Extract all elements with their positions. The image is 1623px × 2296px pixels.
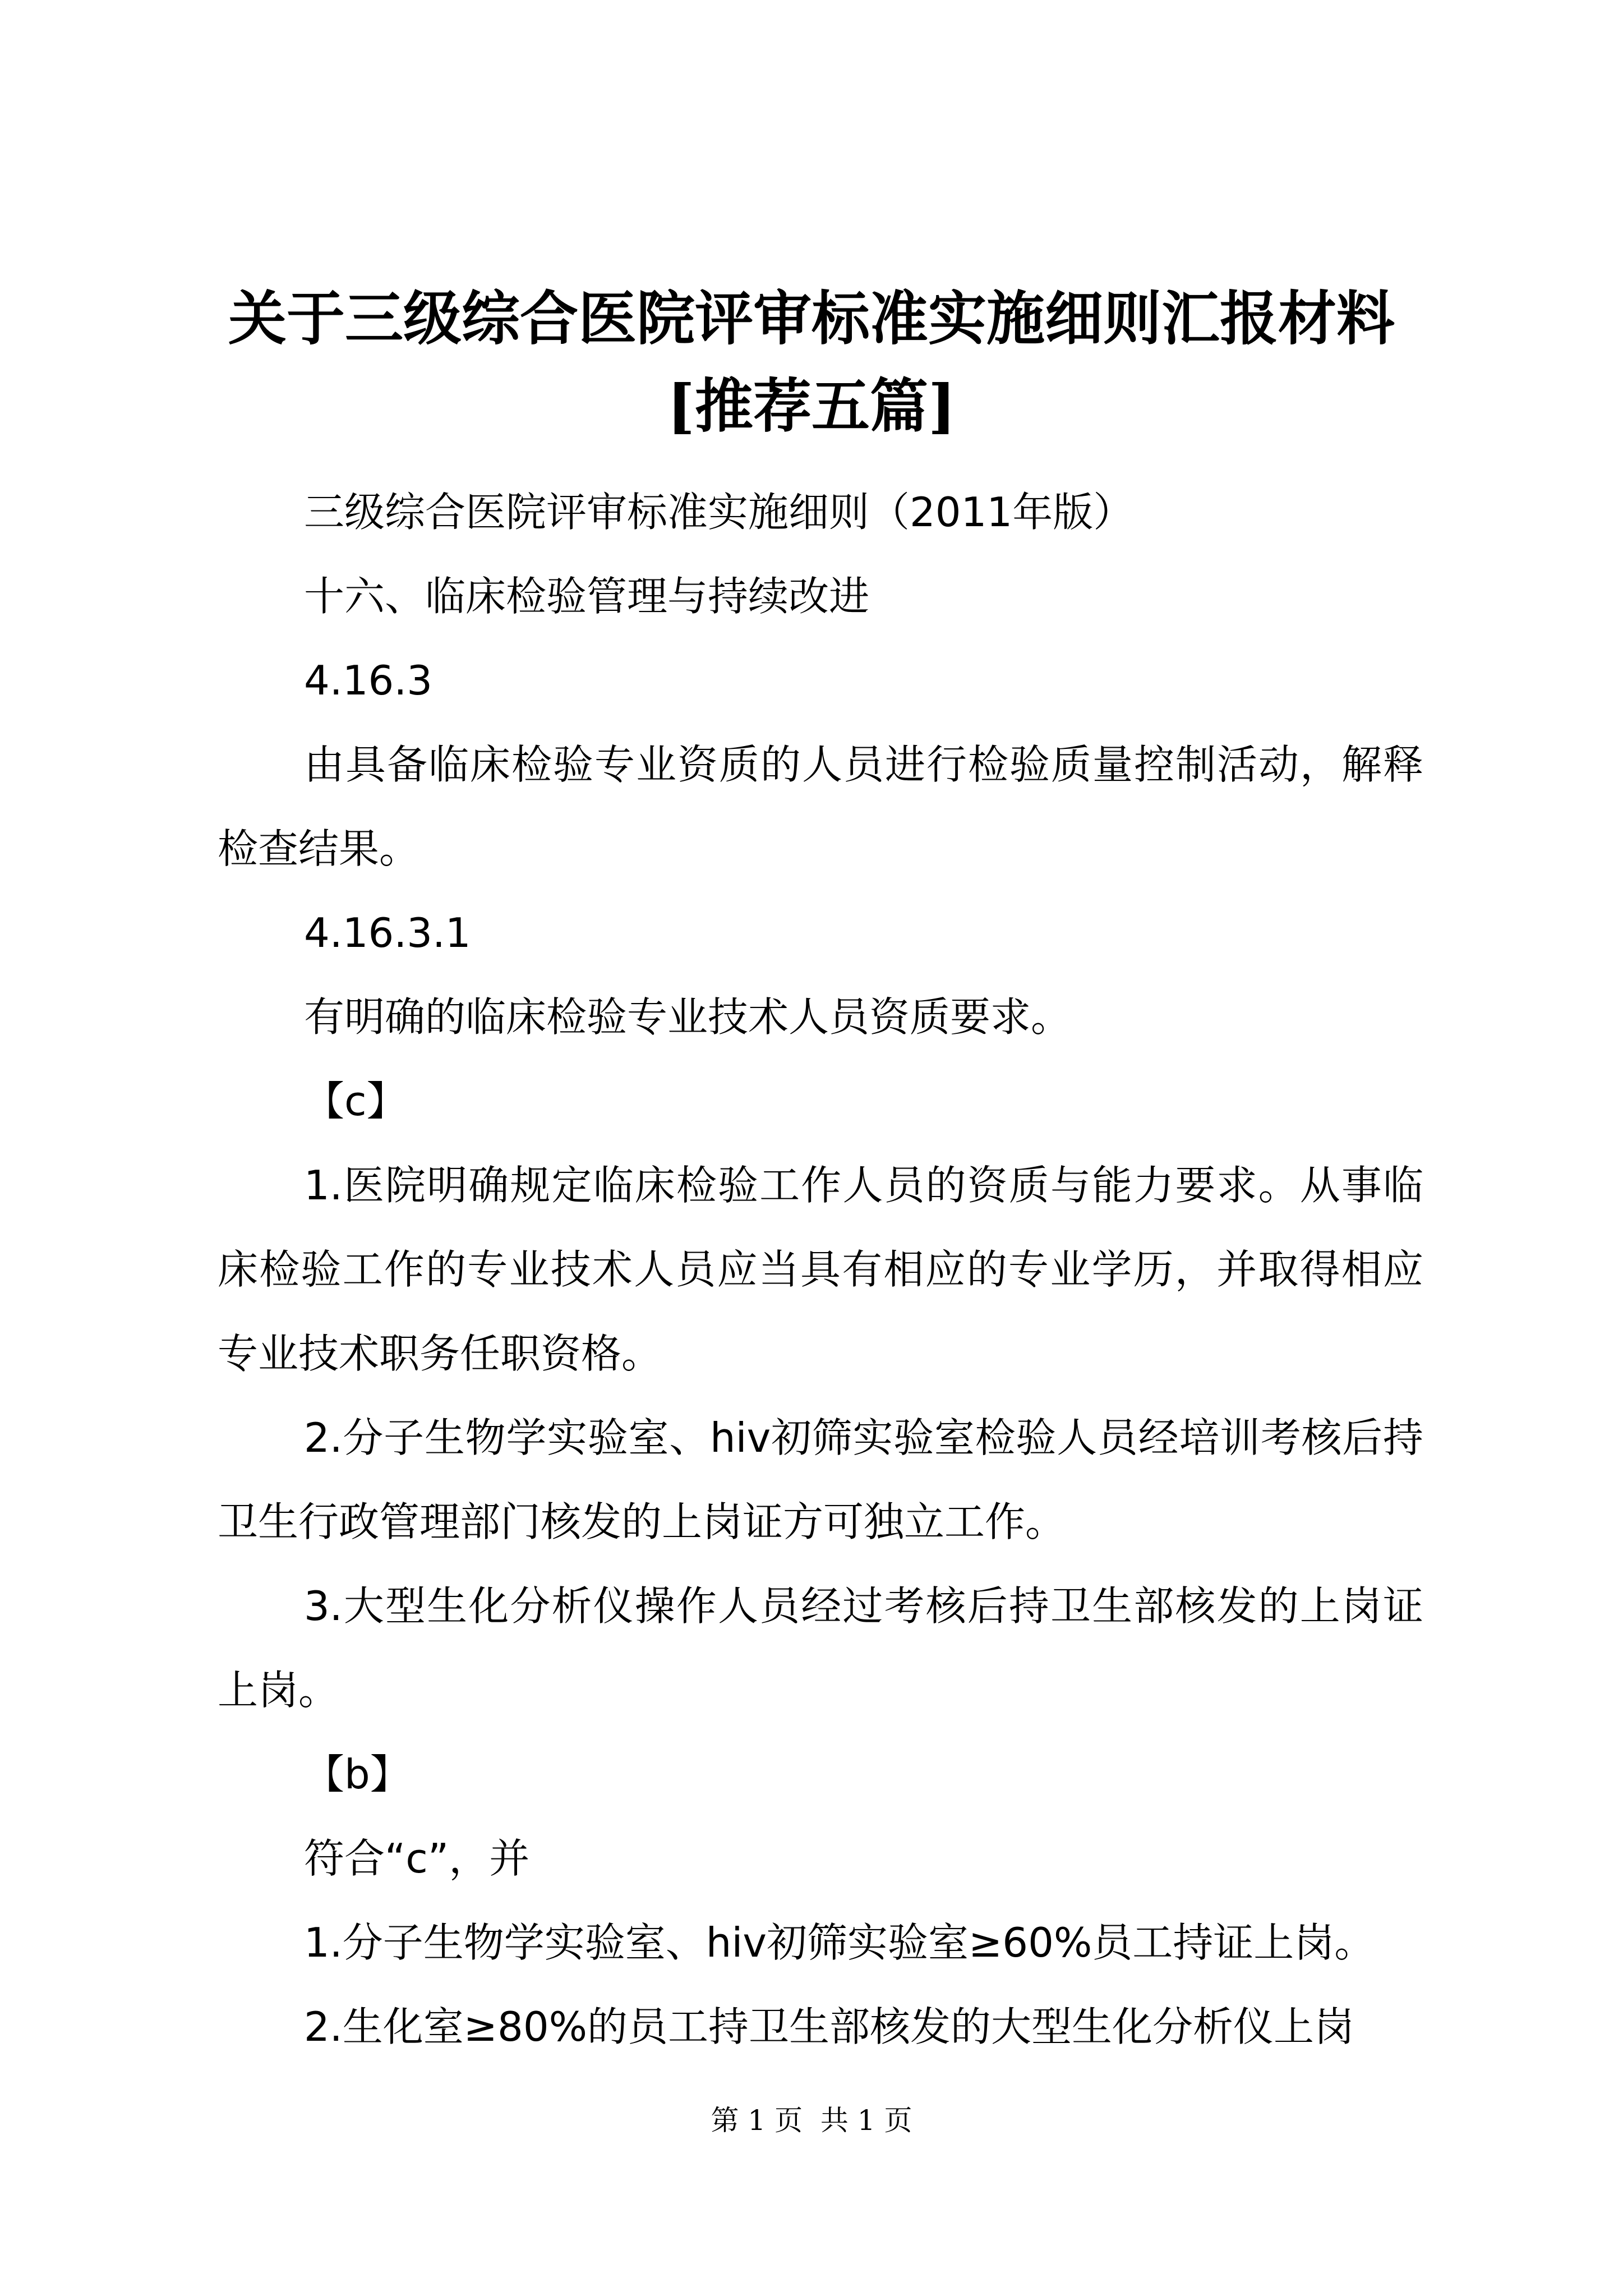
paragraph-subclause-number: 4.16.3.1 bbox=[304, 909, 471, 956]
paragraph-subclause-text: 有明确的临床检验专业技术人员资质要求。 bbox=[304, 993, 1072, 1041]
paragraph-clause-number: 4.16.3 bbox=[304, 657, 433, 704]
paragraph-clause-text: 由具备临床检验专业资质的人员进行检验质量控制活动，解释检查结果。 bbox=[218, 741, 1423, 872]
paragraph-standard-name: 三级综合医院评审标准实施细则（2011年版） bbox=[304, 489, 1134, 536]
paragraph-b-intro: 符合“c”，并 bbox=[304, 1835, 530, 1882]
document-body bbox=[218, 470, 1423, 2069]
page-footer: 第 1 页 共 1 页 bbox=[711, 2104, 912, 2137]
title-line-2: [推荐五篇] bbox=[667, 371, 956, 440]
paragraph-b-item-1: 1.分子生物学实验室、hiv初筛实验室≥60%员工持证上岗。 bbox=[304, 1919, 1375, 1966]
paragraph-grade-b: 【b】 bbox=[304, 1751, 411, 1798]
paragraph-b-item-2: 2.生化室≥80%的员工持卫生部核发的大型生化分析仪上岗 bbox=[304, 2003, 1355, 2050]
paragraph-c-item-1: 1.医院明确规定临床检验工作人员的资质与能力要求。从事临床检验工作的专业技术人员应当具有相应的专业学历，并取得相应专业技术职务任职资格。 bbox=[218, 1162, 1423, 1377]
paragraph-c-item-2: 2.分子生物学实验室、hiv初筛实验室检验人员经培训考核后持卫生行政管理部门核发的上岗证方可独立工作。 bbox=[218, 1414, 1423, 1545]
document-title bbox=[185, 275, 1438, 450]
paragraph-grade-c: 【c】 bbox=[304, 1078, 407, 1125]
paragraph-section-heading: 十六、临床检验管理与持续改进 bbox=[304, 573, 870, 620]
paragraph-c-item-3: 3.大型生化分析仪操作人员经过考核后持卫生部核发的上岗证上岗。 bbox=[218, 1582, 1423, 1714]
title-line-1: 关于三级综合医院评审标准实施细则汇报材料 bbox=[228, 284, 1395, 353]
